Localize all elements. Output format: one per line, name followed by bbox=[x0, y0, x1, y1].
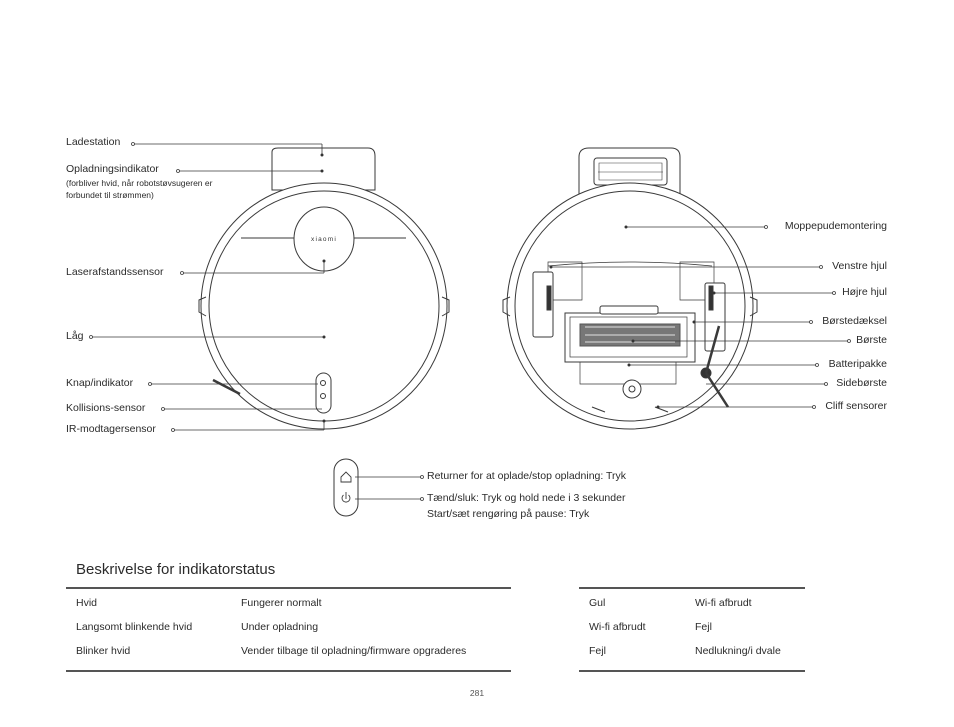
status-table-right bbox=[579, 587, 805, 672]
table-cell-meaning: Fungerer normalt bbox=[241, 597, 322, 609]
table-cell-meaning: Nedlukning/i dvale bbox=[695, 645, 781, 657]
section-heading: Beskrivelse for indikatorstatus bbox=[76, 561, 276, 578]
label-batteripakke: Batteripakke bbox=[828, 358, 887, 370]
table-cell-state: Blinker hvid bbox=[76, 645, 131, 657]
table-cell-meaning: Under opladning bbox=[241, 621, 319, 633]
label-hojre-hjul: Højre hjul bbox=[842, 286, 887, 298]
table-cell-state: Gul bbox=[589, 597, 606, 609]
status-table-left bbox=[66, 587, 511, 672]
xiaomi-logo: xiaomi bbox=[311, 236, 337, 243]
table-cell-state: Wi-fi afbrudt bbox=[589, 621, 646, 633]
label-opladningsindikator: Opladningsindikator bbox=[66, 163, 159, 175]
label-sideborste: Sidebørste bbox=[836, 377, 887, 389]
table-cell-state: Fejl bbox=[589, 645, 606, 657]
label-laserafstandssensor: Laserafstandssensor bbox=[66, 266, 164, 278]
table-cell-state: Langsomt blinkende hvid bbox=[76, 621, 193, 633]
label-knap-indikator: Knap/indikator bbox=[66, 377, 134, 389]
label-home-action: Returner for at oplade/stop opladning: Tryk bbox=[427, 470, 627, 482]
label-lag: Låg bbox=[66, 330, 84, 342]
label-moppepudemontering: Moppepudemontering bbox=[784, 220, 887, 232]
table-row bbox=[66, 617, 511, 641]
label-power-action-2: Start/sæt rengøring på pause: Tryk bbox=[427, 508, 590, 520]
table-row bbox=[66, 593, 511, 617]
table-cell-meaning: Vender tilbage til opladning/firmware opgraderes bbox=[241, 645, 467, 657]
label-venstre-hjul: Venstre hjul bbox=[832, 260, 887, 272]
table-row bbox=[579, 593, 805, 617]
table-cell-state: Hvid bbox=[76, 597, 98, 609]
label-opladningsindikator-note-2: forbundet til strømmen) bbox=[66, 190, 154, 200]
page-number: 281 bbox=[469, 688, 485, 698]
button-panel-detail bbox=[334, 459, 424, 516]
label-ir-modtagersensor: IR-modtagersensor bbox=[66, 423, 156, 435]
label-kollisions-sensor: Kollisions-sensor bbox=[66, 402, 146, 414]
table-cell-meaning: Wi-fi afbrudt bbox=[695, 597, 752, 609]
table-row bbox=[579, 641, 805, 665]
table-cell-meaning: Fejl bbox=[695, 621, 712, 633]
label-borste: Børste bbox=[856, 334, 887, 346]
label-power-action-1: Tænd/sluk: Tryk og hold nede i 3 sekunder bbox=[427, 492, 626, 504]
table-row bbox=[579, 617, 805, 641]
label-borstedaeksel: Børstedæksel bbox=[822, 315, 887, 327]
label-cliff-sensorer: Cliff sensorer bbox=[825, 400, 887, 412]
label-opladningsindikator-note-1: (forbliver hvid, når robotstøvsugeren er bbox=[66, 178, 213, 188]
table-row bbox=[66, 641, 511, 665]
label-ladestation: Ladestation bbox=[66, 136, 121, 148]
bottom-view-robot bbox=[503, 148, 757, 429]
top-view-robot bbox=[199, 148, 449, 429]
